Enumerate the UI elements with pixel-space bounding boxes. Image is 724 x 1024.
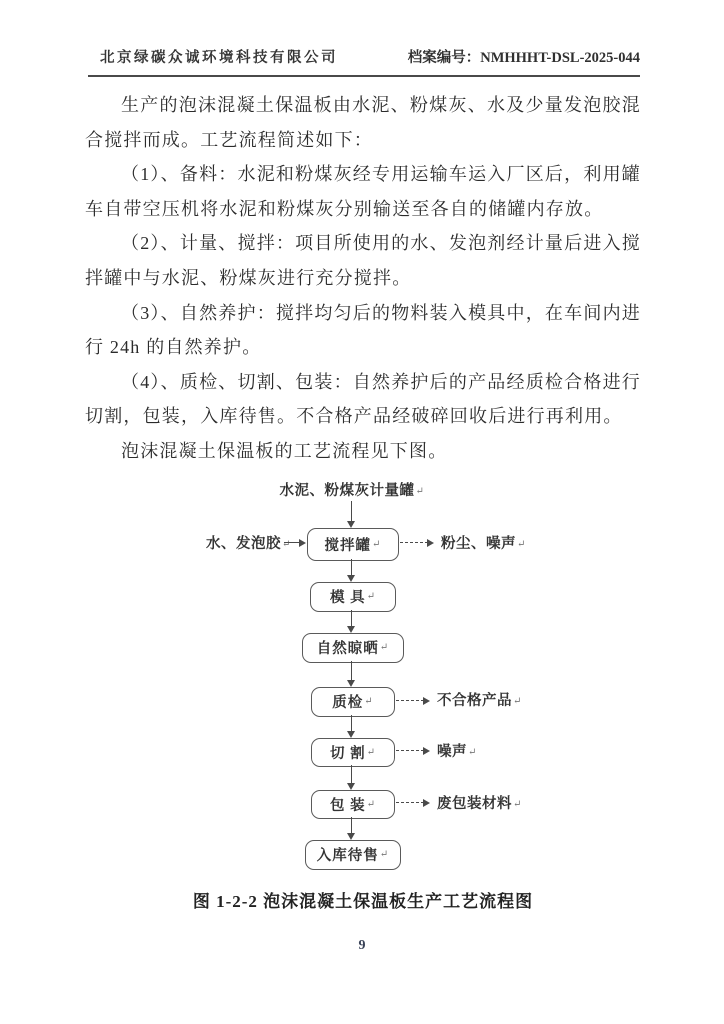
- return-mark-icon: ↵: [513, 798, 522, 810]
- flow-emission-label-dust-noise: 粉尘、噪声↵: [441, 535, 526, 552]
- figure-caption: 图 1-2-2 泡沫混凝土保温板生产工艺流程图: [192, 891, 534, 911]
- flow-emission-label-rejects: 不合格产品↵: [437, 692, 522, 709]
- flow-node-mixer: 搅拌罐 ↵: [307, 528, 399, 561]
- flow-arrow-down-icon: [347, 715, 356, 738]
- doc-number-value: NMHHHT-DSL-2025-044: [480, 50, 640, 66]
- flow-emission-arrow-icon: [396, 697, 430, 706]
- return-mark-icon: ↵: [468, 746, 477, 758]
- return-mark-icon: ↵: [517, 538, 526, 550]
- company-name: 北京绿碳众诚环境科技有限公司: [100, 50, 338, 66]
- return-mark-icon: ↵: [366, 746, 376, 758]
- flow-arrow-down-icon: [347, 501, 356, 528]
- flow-arrow-down-icon: [347, 610, 356, 633]
- doc-number: [408, 46, 640, 67]
- flow-node-quality-check: 质检 ↵: [311, 687, 395, 717]
- return-mark-icon: ↵: [366, 591, 376, 603]
- flow-emission-label-waste-packaging: 废包装材料↵: [437, 795, 522, 812]
- paragraph-step1: （1）、备料：水泥和粉煤灰经专用运输车运入厂区后，利用罐车自带空压机将水泥和粉煤灰分别输送至各自的储罐内存放。: [85, 164, 641, 219]
- paragraph-step2: （2）、计量、搅拌：项目所使用的水、发泡剂经计量后进入搅拌罐中与水泥、粉煤灰进行充分搅拌。: [85, 233, 641, 288]
- flow-emission-label-noise: 噪声↵: [437, 743, 477, 760]
- paragraph-figure-ref: 泡沫混凝土保温板的工艺流程见下图。: [121, 440, 448, 461]
- paragraph-step3: （3）、自然养护：搅拌均匀后的物料装入模具中，在车间内进行 24h 的自然养护。: [85, 302, 641, 358]
- paragraph-step4: （4）、质检、切割、包装：自然养护后的产品经质检合格进行切割，包装，入库待售。不合格产品经破碎回收后进行再利用。: [85, 371, 641, 427]
- flow-source-label: 水泥、粉煤灰计量罐↵: [279, 482, 425, 499]
- process-flowchart: [85, 481, 641, 871]
- return-mark-icon: ↵: [364, 696, 374, 708]
- return-mark-icon: ↵: [372, 538, 382, 550]
- document-body: [85, 88, 641, 912]
- flow-node-natural-drying: 自然晾晒 ↵: [302, 633, 404, 663]
- flow-node-packing: 包 装 ↵: [311, 790, 395, 819]
- return-mark-icon: ↵: [415, 485, 425, 497]
- flow-node-mould: 模 具 ↵: [310, 582, 396, 612]
- paragraph-intro: 生产的泡沫混凝土保温板由水泥、粉煤灰、水及少量发泡胶混合搅拌而成。工艺流程简述如下：: [85, 95, 641, 150]
- return-mark-icon: ↵: [366, 798, 376, 810]
- page-header: [88, 46, 640, 77]
- flow-emission-arrow-icon: [396, 799, 430, 808]
- return-mark-icon: ↵: [379, 849, 390, 861]
- flow-input-arrow-icon: [284, 539, 306, 548]
- flow-input-label: 水、发泡胶↵: [206, 535, 291, 552]
- page-number: 9: [358, 938, 366, 953]
- return-mark-icon: ↵: [282, 538, 291, 550]
- flow-node-cutting: 切 割 ↵: [311, 738, 395, 767]
- doc-number-label: 档案编号：: [407, 50, 481, 66]
- return-mark-icon: ↵: [513, 695, 522, 707]
- flow-arrow-down-icon: [347, 559, 356, 582]
- flow-arrow-down-icon: [347, 817, 356, 840]
- return-mark-icon: ↵: [379, 642, 390, 654]
- flow-emission-arrow-icon: [396, 747, 430, 756]
- flow-emission-arrow-icon: [400, 539, 434, 548]
- flow-node-warehouse: 入库待售 ↵: [305, 840, 401, 870]
- flow-arrow-down-icon: [347, 765, 356, 790]
- flow-arrow-down-icon: [347, 661, 356, 687]
